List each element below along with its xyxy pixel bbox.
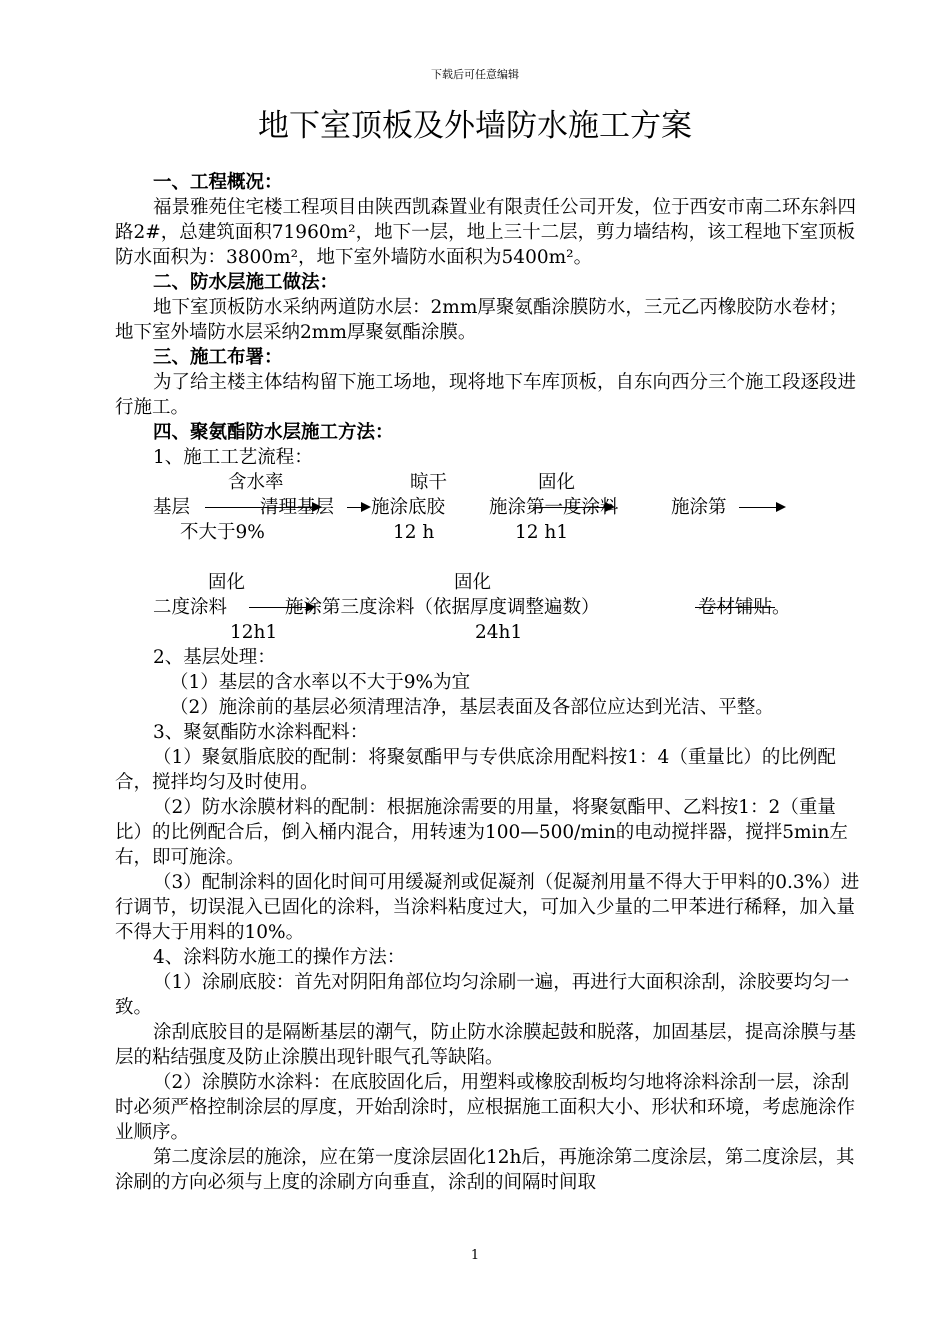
- flow-label-moisture: 含水率: [228, 472, 284, 493]
- flow-step-base: 基层: [153, 497, 191, 518]
- section-heading-waterproof-layer: 二、防水层施工做法：: [153, 272, 339, 293]
- page-number: 1: [470, 1248, 480, 1263]
- subheading-mixing: 3、聚氨酯防水涂料配料：: [153, 722, 369, 743]
- paragraph: （2）涂膜防水涂料：在底胶固化后，用塑料或橡胶刮板均匀地将涂料涂刮一层，涂刮时必须严格控制涂层的厚度，开始刮涂时，应根据施工面积大小、形状和环境，考虑施涂作业顺序。: [115, 1072, 856, 1143]
- flow-note-cure: 12 h1: [515, 522, 569, 543]
- flow-step-first-coat: 施涂第一度涂料: [489, 497, 619, 518]
- header-note: 下载后可任意编辑: [431, 68, 519, 81]
- flow-step-primer: 施涂底胶: [371, 497, 446, 518]
- flow-note-dry: 12 h: [393, 522, 435, 543]
- section-heading-method: 四、聚氨酯防水层施工方法：: [153, 422, 394, 443]
- paragraph: （2）施涂前的基层必须清理洁净，基层表面及各部位应达到光洁、平整。: [170, 697, 774, 718]
- flow-arrow: [347, 507, 369, 508]
- flow-label-cure: 固化: [538, 472, 576, 493]
- document-title: 地下室顶板及外墙防水施工方案: [258, 108, 692, 144]
- flow-step-membrane: 卷材铺贴。: [698, 597, 791, 618]
- flow-step-next: 施涂第: [671, 497, 727, 518]
- flow-step-second-coat: 二度涂料: [153, 597, 228, 618]
- flow-arrow: [533, 507, 613, 508]
- document-body: [115, 170, 860, 1195]
- paragraph: （1）涂刷底胶：首先对阴阳角部位均匀涂刷一遍，再进行大面积涂刮，涂胶要均匀一致。: [115, 972, 850, 1018]
- section-body-overview: 福景雅苑住宅楼工程项目由陕西凯森置业有限责任公司开发，位于西安市南二环东斜四路2#，总建筑面积71960m²，地下一层，地上三十二层，剪力墙结构，该工程地下室顶板防水面积为：3800m²，地下室外墙防水面积为5400m²。: [115, 197, 857, 268]
- flow-label-dry: 晾干: [410, 472, 448, 493]
- process-flow-row-1: [115, 470, 860, 545]
- flow-note-cure: 12h1: [230, 622, 278, 643]
- flow-note-cure: 24h1: [475, 622, 523, 643]
- paragraph: （1）基层的含水率以不大于9%为宜: [170, 672, 471, 693]
- flow-step-clean-base: 清理基层: [260, 497, 335, 518]
- subheading-operation: 4、涂料防水施工的操作方法：: [153, 947, 406, 968]
- flow-label-cure: 固化: [208, 572, 246, 593]
- process-flow-row-2: [115, 570, 860, 645]
- paragraph: 第二度涂层的施涂，应在第一度涂层固化12h后，再施涂第二度涂层，第二度涂层，其涂刷的方向必须与上度的涂刷方向垂直，涂刮的间隔时间取: [115, 1147, 855, 1193]
- subheading-process-flow: 1、施工工艺流程：: [153, 447, 313, 468]
- flow-note-moisture: 不大于9%: [180, 522, 265, 543]
- subheading-base-treatment: 2、基层处理：: [153, 647, 276, 668]
- section-body-deployment: 为了给主楼主体结构留下施工场地，现将地下车库顶板，自东向西分三个施工段逐段进行施工。: [115, 372, 857, 418]
- paragraph: （2）防水涂膜材料的配制：根据施涂需要的用量，将聚氨酯甲、乙料按1：2（重量比）的比例配合后，倒入桶内混合，用转速为100—500/min的电动搅拌器，搅拌5min左右，即可施涂。: [115, 797, 848, 868]
- paragraph: 涂刮底胶目的是隔断基层的潮气，防止防水涂膜起鼓和脱落，加固基层，提高涂膜与基层的粘结强度及防止涂膜出现针眼气孔等缺陷。: [115, 1022, 857, 1068]
- paragraph: （3）配制涂料的固化时间可用缓凝剂或促凝剂（促凝剂用量不得大于甲料的0.3%）进行调节，切误混入已固化的涂料，当涂料粘度过大，可加入少量的二甲苯进行稀释，加入量不得大于用料的10%。: [115, 872, 860, 943]
- section-heading-overview: 一、工程概况：: [153, 172, 283, 193]
- section-body-waterproof-layer: 地下室顶板防水采纳两道防水层：2mm厚聚氨酯涂膜防水，三元乙丙橡胶防水卷材；地下室外墙防水层采纳2mm厚聚氨酯涂膜。: [115, 297, 848, 343]
- flow-label-cure: 固化: [454, 572, 492, 593]
- flow-arrow: [739, 507, 784, 508]
- paragraph: （1）聚氨脂底胶的配制：将聚氨酯甲与专供底涂用配料按1：4（重量比）的比例配合，搅拌均匀及时使用。: [115, 747, 836, 793]
- section-heading-deployment: 三、施工布署：: [153, 347, 283, 368]
- flow-step-third-coat: 施涂第三度涂料（依据厚度调整遍数）: [285, 597, 600, 618]
